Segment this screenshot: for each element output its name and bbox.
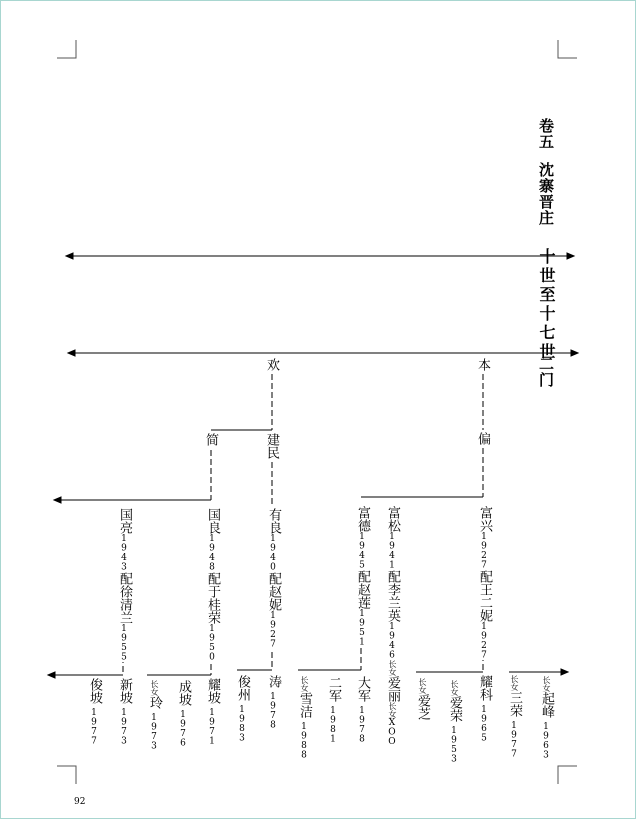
- spouse-year-guoliang: 1955: [119, 624, 129, 662]
- year-junpo: 1977: [89, 708, 99, 746]
- year-youliang: 1940: [268, 534, 278, 572]
- arrowhead-gen13-left: [48, 672, 55, 678]
- spouse-year-fusong: 1946: [387, 622, 397, 660]
- person-jianmin: 建民: [264, 433, 279, 459]
- village-name: 沈寨晋庄: [537, 162, 555, 226]
- year-yaopo: 1971: [207, 708, 217, 746]
- entry-guoliang2: [204, 508, 220, 662]
- entry-chengpo: [175, 680, 191, 748]
- name-erjun: 二军: [326, 676, 341, 702]
- crop-mark-bottom-right: [558, 766, 577, 784]
- name-fuxing: 富兴: [477, 506, 492, 532]
- entry-dajun: [354, 676, 370, 744]
- prefix-xuejie: 长女: [300, 676, 309, 692]
- year-fude: 1945: [357, 532, 367, 570]
- name-ling: 玲: [147, 696, 162, 709]
- prefix-aili: 长女: [388, 660, 397, 676]
- arrowhead-left-bottom: [68, 350, 75, 356]
- year-xuejie: 1988: [299, 722, 309, 760]
- person-pian: 偏: [475, 432, 490, 445]
- year-guoliang2: 1948: [207, 534, 217, 572]
- spouse-guoliang2: 于桂荣: [205, 585, 220, 624]
- spouse-year-fude: 1951: [357, 609, 367, 647]
- entry-fude: [354, 506, 370, 647]
- entry-airong: [446, 680, 462, 764]
- year-dajun: 1978: [357, 706, 367, 744]
- entry-aizhi: [414, 678, 430, 720]
- year-guoliang: 1943: [119, 534, 129, 572]
- name-yaoke: 耀科: [477, 675, 492, 701]
- prefix-sanrong: 长女: [510, 675, 519, 691]
- name-tao: 涛: [266, 675, 281, 688]
- person-huan: 欢: [264, 358, 279, 371]
- entry-ling: [146, 680, 162, 751]
- spouse-fusong: 李兰英: [385, 583, 400, 622]
- name-airong: 爱荣: [447, 696, 462, 722]
- prefix-aizhi: 长女: [418, 678, 427, 694]
- crop-mark-top-right: [558, 40, 577, 58]
- arrowhead-gen13-right: [561, 669, 568, 675]
- entry-qifeng: [538, 676, 554, 760]
- year-chengpo: 1976: [178, 710, 188, 748]
- branch-label: 二门: [537, 356, 555, 388]
- year-aili: XOO: [387, 718, 397, 747]
- entry-yaoke: [476, 675, 492, 743]
- entry-youliang: [265, 508, 281, 649]
- name-fude: 富德: [355, 506, 370, 532]
- name-chengpo: 成坡: [176, 680, 191, 706]
- name-xinpo: 新坡: [117, 678, 132, 704]
- generations-label: 十世至十七世: [537, 248, 556, 362]
- entry-sanrong: [506, 675, 522, 759]
- entry-fusong: [384, 506, 400, 660]
- spouse-prefix: 配: [385, 570, 400, 583]
- entry-xuejie: [296, 676, 312, 760]
- entry-junzhou: [234, 675, 250, 743]
- name-aizhi: 爱芝: [415, 694, 430, 720]
- spouse-fude: 赵莲: [355, 583, 370, 609]
- crop-mark-bottom-left: [57, 766, 76, 784]
- name-youliang: 有良: [266, 508, 281, 534]
- spouse-prefix: 配: [117, 572, 132, 585]
- entry-guoliang: [116, 508, 132, 662]
- volume-title: 卷五: [537, 118, 555, 150]
- year-yaoke: 1965: [479, 705, 489, 743]
- spouse-year-guoliang2: 1950: [207, 624, 217, 662]
- spouse-prefix: 配: [266, 572, 281, 585]
- year-fusong: 1941: [387, 532, 397, 570]
- year-sanrong: 1977: [509, 721, 519, 759]
- name-fusong: 富松: [385, 506, 400, 532]
- entry-tao: [265, 675, 281, 730]
- year-ling: 1973: [149, 713, 159, 751]
- year-airong: 1953: [449, 726, 459, 764]
- person-ben: 本: [475, 358, 490, 371]
- name-guoliang: 国亮: [117, 508, 132, 534]
- spouse-year-fuxing: 1927: [479, 622, 489, 660]
- crop-mark-top-left: [57, 40, 76, 58]
- name-xuejie: 雪洁: [297, 692, 312, 718]
- name-dajun: 大军: [355, 676, 370, 702]
- spouse-prefix: 配: [205, 572, 220, 585]
- spouse-guoliang: 徐清兰: [117, 585, 132, 624]
- year-junzhou: 1983: [237, 705, 247, 743]
- entry-junpo: [86, 678, 102, 746]
- arrowhead-right-bottom: [571, 350, 578, 356]
- spouse-prefix: 配: [355, 570, 370, 583]
- entry-erjun: [325, 676, 341, 744]
- page-number: 92: [74, 797, 86, 807]
- arrowhead-right-top: [567, 253, 574, 259]
- prefix-aili-2: 长女: [388, 702, 397, 718]
- prefix-qifeng: 长女: [542, 676, 551, 692]
- year-xinpo: 1973: [119, 708, 129, 746]
- spouse-prefix: 配: [477, 570, 492, 583]
- person-jian: 简: [203, 433, 218, 446]
- entry-aili: [384, 660, 400, 747]
- name-sanrong: 三荣: [507, 691, 522, 717]
- name-aili: 爱丽: [385, 676, 400, 702]
- year-qifeng: 1963: [541, 722, 551, 760]
- entry-yaopo: [204, 678, 220, 746]
- entry-fuxing: [476, 506, 492, 660]
- prefix-ling: 长女: [150, 680, 159, 696]
- arrowhead-gen12-left: [54, 497, 61, 503]
- prefix-airong: 长女: [450, 680, 459, 696]
- arrowhead-left-top: [66, 253, 73, 259]
- name-yaopo: 耀坡: [205, 678, 220, 704]
- spouse-youliang: 赵妮: [266, 585, 281, 611]
- year-tao: 1978: [268, 692, 278, 730]
- year-erjun: 1981: [328, 706, 338, 744]
- year-fuxing: 1927: [479, 532, 489, 570]
- spouse-fuxing: 王二妮: [477, 583, 492, 622]
- entry-xinpo: [116, 678, 132, 746]
- name-qifeng: 起峰: [539, 692, 554, 718]
- spouse-year-youliang: 1927: [268, 611, 278, 649]
- name-guoliang2: 国良: [205, 508, 220, 534]
- name-junzhou: 俊州: [235, 675, 250, 701]
- name-junpo: 俊坡: [87, 678, 102, 704]
